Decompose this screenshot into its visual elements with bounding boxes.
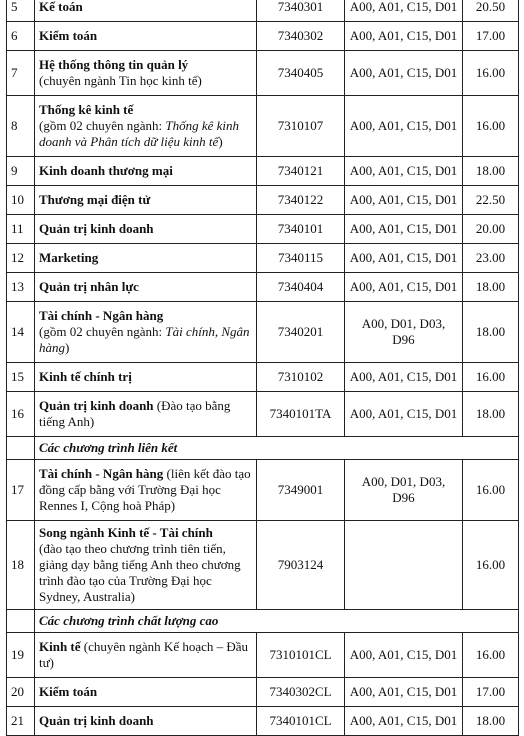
row-number: 9	[7, 157, 35, 186]
subject-combinations: A00, A01, C15, D01	[345, 244, 463, 273]
program-code: 7310101CL	[257, 633, 345, 678]
table-row	[7, 633, 519, 678]
row-number: 7	[7, 51, 35, 96]
row-number: 15	[7, 363, 35, 392]
program-title: Quản trị kinh doanh	[39, 221, 154, 236]
cutoff-score: 16.00	[463, 521, 519, 610]
program-code: 7340302	[257, 22, 345, 51]
row-number: 14	[7, 302, 35, 363]
program-code: 7340101CL	[257, 707, 345, 736]
program-code: 7340405	[257, 51, 345, 96]
row-number: 11	[7, 215, 35, 244]
subject-combinations: A00, D01, D03, D96	[345, 460, 463, 521]
row-number: 13	[7, 273, 35, 302]
cutoff-score: 17.00	[463, 678, 519, 707]
program-name	[35, 244, 257, 273]
subject-combinations: A00, A01, C15, D01	[345, 22, 463, 51]
program-title: Marketing	[39, 250, 99, 265]
table-row	[7, 678, 519, 707]
subject-combinations: A00, A01, C15, D01	[345, 0, 463, 22]
subject-combinations: A00, A01, C15, D01	[345, 392, 463, 437]
cutoff-score: 20.50	[463, 0, 519, 22]
cutoff-score: 18.00	[463, 157, 519, 186]
cutoff-score: 16.00	[463, 363, 519, 392]
program-name	[35, 302, 257, 363]
program-title: Kinh tế chính trị	[39, 369, 132, 384]
subject-combinations: A00, A01, C15, D01	[345, 51, 463, 96]
table-row	[7, 186, 519, 215]
row-number: 21	[7, 707, 35, 736]
row-number: 5	[7, 0, 35, 22]
row-number: 8	[7, 96, 35, 157]
section-heading: Các chương trình chất lượng cao	[35, 610, 519, 633]
program-name	[35, 22, 257, 51]
subject-combinations	[345, 521, 463, 610]
section-number-cell	[7, 610, 35, 633]
table-row	[7, 392, 519, 437]
row-number: 18	[7, 521, 35, 610]
subject-combinations: A00, A01, C15, D01	[345, 215, 463, 244]
program-name	[35, 392, 257, 437]
program-code: 7340121	[257, 157, 345, 186]
cutoff-score: 22.50	[463, 186, 519, 215]
section-number-cell	[7, 437, 35, 460]
program-title: Kế toán	[39, 0, 83, 14]
subject-combinations: A00, D01, D03, D96	[345, 302, 463, 363]
program-code: 7340122	[257, 186, 345, 215]
program-title: Quản trị kinh doanh	[39, 713, 154, 728]
cutoff-score: 18.00	[463, 273, 519, 302]
program-code: 7340404	[257, 273, 345, 302]
subject-combinations: A00, A01, C15, D01	[345, 157, 463, 186]
cutoff-score: 23.00	[463, 244, 519, 273]
program-name	[35, 157, 257, 186]
program-title: Kinh doanh thương mại	[39, 163, 173, 178]
program-code: 7340301	[257, 0, 345, 22]
section-row	[7, 610, 519, 633]
program-title: Kinh tế	[39, 639, 81, 654]
cutoff-score: 16.00	[463, 51, 519, 96]
cutoff-score: 17.00	[463, 22, 519, 51]
program-name	[35, 273, 257, 302]
section-row	[7, 437, 519, 460]
program-name	[35, 460, 257, 521]
cutoff-score: 18.00	[463, 707, 519, 736]
program-title: Tài chính - Ngân hàng	[39, 466, 164, 481]
table-row	[7, 363, 519, 392]
table-row	[7, 51, 519, 96]
cutoff-score: 18.00	[463, 302, 519, 363]
program-title: Tài chính - Ngân hàng	[39, 308, 164, 323]
table-row	[7, 22, 519, 51]
table-row	[7, 460, 519, 521]
program-code: 7310107	[257, 96, 345, 157]
program-note: (gồm 02 chuyên ngành:	[39, 118, 166, 133]
program-name	[35, 633, 257, 678]
program-name	[35, 521, 257, 610]
row-number: 12	[7, 244, 35, 273]
program-name	[35, 96, 257, 157]
program-note: (Đào tạo bằng tiếng Anh)	[39, 398, 231, 429]
row-number: 10	[7, 186, 35, 215]
program-title: Hệ thống thông tin quản lý	[39, 57, 189, 72]
program-note: (chuyên ngành Kế hoạch – Đầu tư)	[39, 639, 249, 670]
subject-combinations: A00, A01, C15, D01	[345, 363, 463, 392]
program-name	[35, 678, 257, 707]
admission-score-table	[6, 0, 519, 736]
table-row	[7, 273, 519, 302]
table-row	[7, 707, 519, 736]
program-code: 7340201	[257, 302, 345, 363]
subject-combinations: A00, A01, C15, D01	[345, 273, 463, 302]
program-code: 7340101TA	[257, 392, 345, 437]
program-note: (liên kết đào tạo đồng cấp bằng với Trường Đại học Rennes I, Cộng hoà Pháp)	[39, 466, 251, 513]
program-title: Song ngành Kinh tế - Tài chính	[39, 525, 213, 540]
cutoff-score: 16.00	[463, 460, 519, 521]
table-row	[7, 215, 519, 244]
subject-combinations: A00, A01, C15, D01	[345, 633, 463, 678]
cutoff-score: 18.00	[463, 392, 519, 437]
program-code: 7340115	[257, 244, 345, 273]
program-code: 7310102	[257, 363, 345, 392]
row-number: 6	[7, 22, 35, 51]
program-note-end: )	[218, 134, 223, 149]
subject-combinations: A00, A01, C15, D01	[345, 186, 463, 215]
program-note: (gồm 02 chuyên ngành:	[39, 324, 166, 339]
program-note: (đào tạo theo chương trình tiên tiến, giảng dạy bằng tiếng Anh theo chương trình đào tạo của Trường Đại học Sydney, Australia)	[39, 541, 241, 604]
program-name	[35, 51, 257, 96]
program-title: Kiểm toán	[39, 684, 98, 699]
table-row	[7, 521, 519, 610]
row-number: 19	[7, 633, 35, 678]
table-row	[7, 244, 519, 273]
subject-combinations: A00, A01, C15, D01	[345, 96, 463, 157]
table-row	[7, 96, 519, 157]
program-name	[35, 0, 257, 22]
cutoff-score: 20.00	[463, 215, 519, 244]
row-number: 16	[7, 392, 35, 437]
program-note-italic: Thống kê kinh doanh và Phân tích dữ liệu kinh tế	[39, 118, 240, 149]
program-name	[35, 363, 257, 392]
program-title: Thống kê kinh tế	[39, 102, 134, 117]
program-name	[35, 186, 257, 215]
program-code: 7903124	[257, 521, 345, 610]
program-title: Quản trị kinh doanh	[39, 398, 154, 413]
program-name	[35, 707, 257, 736]
section-heading: Các chương trình liên kết	[35, 437, 519, 460]
program-code: 7349001	[257, 460, 345, 521]
program-title: Thương mại điện tử	[39, 192, 151, 207]
program-title: Kiểm toán	[39, 28, 98, 43]
cutoff-score: 16.00	[463, 96, 519, 157]
program-code: 7340101	[257, 215, 345, 244]
row-number: 20	[7, 678, 35, 707]
subject-combinations: A00, A01, C15, D01	[345, 678, 463, 707]
program-note-italic: Tài chính, Ngân hàng	[39, 324, 250, 355]
program-title: Quản trị nhân lực	[39, 279, 139, 294]
program-note-end: )	[65, 340, 70, 355]
row-number: 17	[7, 460, 35, 521]
program-code: 7340302CL	[257, 678, 345, 707]
table-row	[7, 0, 519, 22]
table-row	[7, 302, 519, 363]
program-name	[35, 215, 257, 244]
program-note: (chuyên ngành Tin học kinh tế)	[39, 73, 202, 88]
table-row	[7, 157, 519, 186]
subject-combinations: A00, A01, C15, D01	[345, 707, 463, 736]
cutoff-score: 16.00	[463, 633, 519, 678]
